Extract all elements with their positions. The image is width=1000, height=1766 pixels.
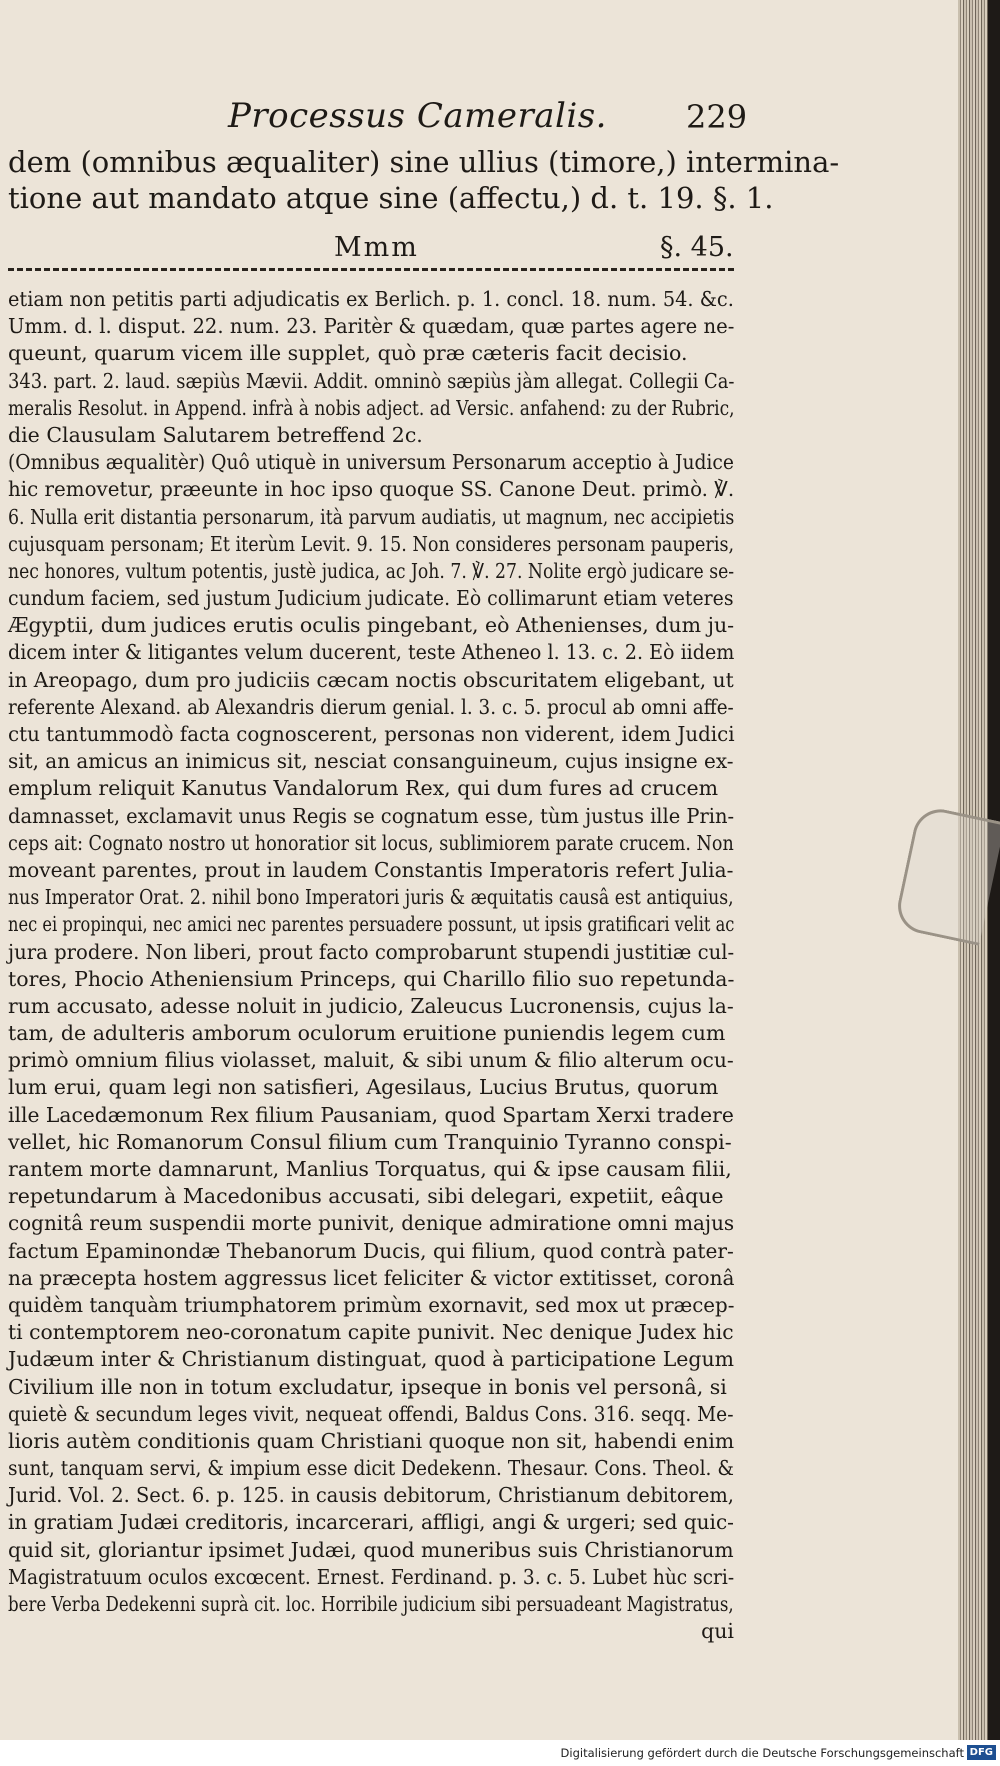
text-line: primò omnium filius violasset, maluit, & sibi unum & filio alterum ocu-	[8, 1048, 734, 1073]
text-line: ctu tantummodò facta cognoscerent, personas non viderent, idem Judici	[8, 722, 735, 746]
text-line: Ægyptii, dum judices erutis oculis pingebant, eò Athenienses, dum ju-	[8, 613, 735, 638]
text-line: ceps ait: Cognato nostro ut honoratior sit locus, sublimiorem parate crucem. Non	[8, 830, 734, 855]
text-line: vellet, hic Romanorum Consul filium cum Tranquinio Tyranno conspi-	[8, 1129, 732, 1154]
text-line: referente Alexand. ab Alexandris dierum genial. l. 3. c. 5. procul ab omni affe-	[8, 694, 734, 719]
text-line: Judæum inter & Christianum distinguat, quod à participatione Legum	[8, 1347, 735, 1372]
text-line: damnasset, exclamavit unus Regis se cognatum esse, tùm justus ille Prin-	[8, 803, 735, 828]
text-line: ti contemptorem neo-coronatum capite punivit. Nec denique Judex hic	[8, 1320, 734, 1345]
text-line: moveant parentes, prout in laudem Constantis Imperatoris refert Julia-	[8, 857, 734, 882]
text-line: dicem inter & litigantes velum ducerent, teste Atheneo l. 13. c. 2. Eò iidem	[8, 640, 735, 665]
text-line: Jurid. Vol. 2. Sect. 6. p. 125. in causis debitorum, Christianum debitorem,	[8, 1483, 734, 1508]
text-line: (Omnibus æqualitèr) Quô utiquè in universum Personarum acceptio à Judice	[8, 450, 734, 475]
text-line: 6. Nulla erit distantia personarum, ità parvum audiatis, ut magnum, nec accipietis	[8, 504, 735, 529]
text-line: rum accusato, adesse noluit in judicio, Zaleucus Lucronensis, cujus la-	[8, 993, 734, 1018]
text-line: quietè & secundum leges vivit, nequeat offendi, Baldus Cons. 316. seqq. Me-	[8, 1401, 734, 1426]
footer-bar	[0, 1740, 1000, 1766]
carryover-line-1: dem (omnibus æqualiter) sine ullius (timore,) intermina-	[8, 145, 840, 179]
text-line: na præcepta hostem aggressus licet feliciter & victor extitisset, coronâ	[8, 1265, 735, 1290]
signature-mark: Mmm	[334, 232, 419, 263]
text-line: qui	[701, 1619, 734, 1644]
text-line: bere Verba Dedekenni suprà cit. loc. Horribile judicium sibi persuadeant Magistratus,	[8, 1592, 734, 1616]
dfg-logo: DFG	[967, 1745, 996, 1760]
text-line: lum erui, quam legi non satisfieri, Agesilaus, Lucius Brutus, quorum	[8, 1075, 719, 1100]
text-line: in gratiam Judæi creditoris, incarcerari, affligi, angi & urgeri; sed quic-	[8, 1510, 734, 1535]
text-line: Umm. d. l. disput. 22. num. 23. Paritèr & quædam, quæ partes agere ne-	[8, 314, 735, 339]
text-line: cundum faciem, sed justum Judicium judicate. Eò collimarunt etiam veteres	[8, 586, 734, 611]
body-text	[8, 286, 734, 1645]
text-line: sit, an amicus an inimicus sit, nesciat consanguineum, cujus insigne ex-	[8, 749, 734, 774]
carryover-line-2: tione aut mandato atque sine (affectu,) d. t. 19. §. 1.	[8, 181, 774, 215]
text-line: tores, Phocio Atheniensium Princeps, qui Charillo filio suo repetunda-	[8, 966, 735, 991]
text-line: nec ei propinqui, nec amici nec parentes persuadere possunt, ut ipsis gratificari velit ac	[8, 912, 735, 937]
text-line: Magistratuum oculos excœcent. Ernest. Ferdinand. p. 3. c. 5. Lubet hùc scri-	[8, 1564, 735, 1589]
text-line: factum Epaminondæ Thebanorum Ducis, qui filium, quod contrà pater-	[8, 1238, 734, 1263]
text-line: nus Imperator Orat. 2. nihil bono Imperatori juris & æquitatis causâ est antiquius,	[8, 885, 734, 910]
text-line: Civilium ille non in totum excludatur, ipseque in bonis vel personâ, si	[8, 1374, 727, 1399]
text-line: hic removetur, præeunte in hoc ipso quoque SS. Canone Deut. primò. ℣.	[8, 477, 735, 502]
text-line: nec honores, vultum potentis, justè judica, ac Joh. 7. ℣. 27. Nolite ergò judicare se-	[8, 558, 735, 583]
catchword: §. 45.	[660, 232, 734, 263]
text-line: jura prodere. Non liberi, prout facto comprobarunt stupendi justitiæ cul-	[8, 939, 735, 964]
text-line: rantem morte damnarunt, Manlius Torquatus, qui & ipse causam filii,	[8, 1157, 732, 1181]
running-head: Processus Cameralis.	[228, 96, 607, 136]
text-line: cujusquam personam; Et iterùm Levit. 9. 15. Non consideres personam pauperis,	[8, 531, 735, 556]
header-rule	[8, 268, 734, 271]
text-line: emplum reliquit Kanutus Vandalorum Rex, qui dum fures ad crucem	[8, 776, 719, 801]
text-line: tam, de adulteris amborum oculorum eruitione puniendis legem cum	[8, 1021, 726, 1046]
text-line: quid sit, gloriantur ipsimet Judæi, quod muneribus suis Christianorum	[8, 1537, 734, 1562]
text-line: etiam non petitis parti adjudicatis ex Berlich. p. 1. concl. 18. num. 54. &c.	[8, 287, 734, 311]
text-line: lioris autèm conditionis quam Christiani quoque non sit, habendi enim	[8, 1428, 735, 1453]
text-line: ille Lacedæmonum Rex filium Pausaniam, quod Spartam Xerxi tradere	[8, 1102, 734, 1127]
funding-note: Digitalisierung gefördert durch die Deutsche Forschungsgemeinschaft	[560, 1746, 964, 1760]
text-line: 343. part. 2. laud. sæpiùs Mævii. Addit. omninò sæpiùs jàm allegat. Collegii Ca-	[8, 368, 735, 393]
text-line: queunt, quarum vicem ille supplet, quò præ cæteris facit decisio.	[8, 341, 688, 366]
page-number: 229	[686, 98, 748, 136]
text-line: cognitâ reum suspendii morte punivit, denique admiratione omni majus	[8, 1211, 735, 1236]
text-line: die Clausulam Salutarem betreffend 2c.	[8, 422, 423, 447]
text-line: in Areopago, dum pro judiciis cæcam noctis obscuritatem eligebant, ut	[8, 667, 734, 692]
text-line: meralis Resolut. in Append. infrà à nobis adject. ad Versic. anfahend: zu der Rubric,	[8, 395, 735, 420]
text-line: quidèm tanquàm triumphatorem primùm exornavit, sed mox ut præcep-	[8, 1292, 735, 1317]
text-line: sunt, tanquam servi, & impium esse dicit Dedekenn. Thesaur. Cons. Theol. &	[8, 1456, 734, 1481]
text-line: repetundarum à Macedonibus accusati, sibi delegari, expetiit, eâque	[8, 1184, 724, 1209]
